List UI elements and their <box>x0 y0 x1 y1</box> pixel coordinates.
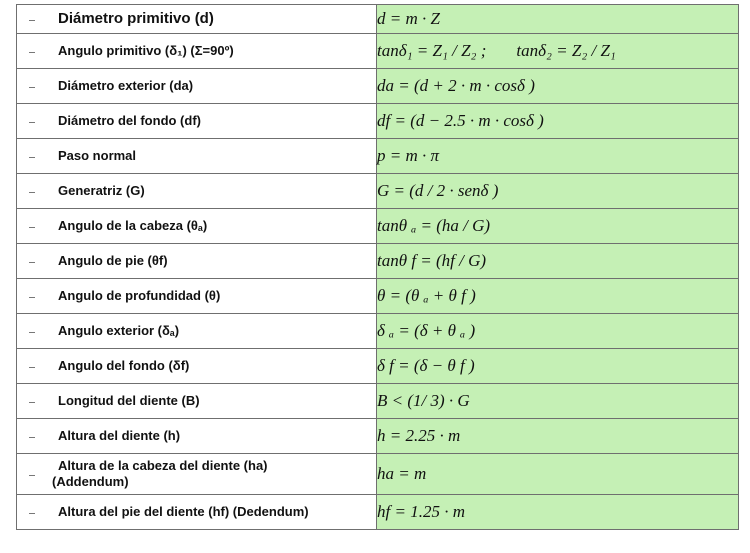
formula-cell: h = 2.25 · m <box>377 419 739 454</box>
bullet-marker <box>29 52 35 53</box>
bullet-marker <box>29 475 35 476</box>
parameter-label: Altura del diente (h) <box>58 428 181 443</box>
parameter-label: Altura del pie del diente (hf) (Dedendum) <box>58 504 309 519</box>
formula-cell: hf = 1.25 · m <box>377 495 739 530</box>
table-row <box>17 384 739 419</box>
bullet-marker <box>29 402 35 403</box>
bevel-gear-formula-table <box>16 4 739 530</box>
parameter-cell <box>17 314 377 349</box>
parameter-label: Paso normal <box>58 148 137 163</box>
formula-cell: δ f = (δ − θ f ) <box>377 349 739 384</box>
parameter-label <box>17 458 376 490</box>
parameter-label-line-2: (Addendum) <box>52 474 129 489</box>
parameter-label: Generatriz (G) <box>58 183 145 198</box>
parameter-label: Diámetro del fondo (df) <box>58 113 201 128</box>
bullet-marker <box>29 227 35 228</box>
parameter-label: Longitud del diente (B) <box>58 393 200 408</box>
parameter-label: Angulo de profundidad (θ) <box>58 288 221 303</box>
parameter-cell <box>17 69 377 104</box>
table-row <box>17 5 739 34</box>
parameter-cell <box>17 495 377 530</box>
bullet-marker <box>29 20 35 21</box>
table-row <box>17 69 739 104</box>
bullet-marker <box>29 262 35 263</box>
table-row <box>17 244 739 279</box>
parameter-label: Diámetro exterior (da) <box>58 78 194 93</box>
parameter-label-line-1: Altura de la cabeza del diente (ha) <box>58 458 268 473</box>
table-row <box>17 495 739 530</box>
parameter-cell <box>17 104 377 139</box>
parameter-cell <box>17 139 377 174</box>
table-row <box>17 419 739 454</box>
bullet-marker <box>29 192 35 193</box>
table-row <box>17 314 739 349</box>
bullet-marker <box>29 513 35 514</box>
formula-cell: G = (d / 2 · senδ ) <box>377 174 739 209</box>
formula-cell: ha = m <box>377 454 739 495</box>
formula-part-1: tanδ₁ = Z₁ / Z₂ ; <box>377 41 487 60</box>
table-row <box>17 34 739 69</box>
formula-cell: p = m · π <box>377 139 739 174</box>
bullet-marker <box>29 367 35 368</box>
formula-cell: B < (1/ 3) · G <box>377 384 739 419</box>
bullet-marker <box>29 157 35 158</box>
table-row <box>17 174 739 209</box>
formula-cell: da = (d + 2 · m · cosδ ) <box>377 69 739 104</box>
bullet-marker <box>29 437 35 438</box>
formula-cell: tanθ ₐ = (ha / G) <box>377 209 739 244</box>
parameter-cell <box>17 209 377 244</box>
parameter-cell <box>17 384 377 419</box>
parameter-cell <box>17 5 377 34</box>
formula-cell: tanθ f = (hf / G) <box>377 244 739 279</box>
formula-cell: d = m · Z <box>377 5 739 34</box>
parameter-label: Angulo del fondo (δf) <box>58 358 190 373</box>
parameter-label: Angulo primitivo (δ₁) (Σ=90º) <box>58 43 234 58</box>
table-row <box>17 104 739 139</box>
formula-cell: δ ₐ = (δ + θ ₐ ) <box>377 314 739 349</box>
parameter-cell <box>17 34 377 69</box>
bullet-marker <box>29 87 35 88</box>
formula-cell <box>377 34 739 69</box>
bullet-marker <box>29 297 35 298</box>
parameter-label: Diámetro primitivo (d) <box>58 10 214 27</box>
parameter-cell <box>17 244 377 279</box>
parameter-label: Angulo de pie (θf) <box>58 253 168 268</box>
formula-cell: θ = (θ ₐ + θ f ) <box>377 279 739 314</box>
parameter-cell <box>17 279 377 314</box>
parameter-cell <box>17 454 377 495</box>
formula-cell: df = (d − 2.5 · m · cosδ ) <box>377 104 739 139</box>
table-row <box>17 279 739 314</box>
table-row <box>17 209 739 244</box>
bullet-marker <box>29 332 35 333</box>
table-row <box>17 454 739 495</box>
formula-part-2: tanδ₂ = Z₂ / Z₁ <box>516 41 616 60</box>
parameter-label: Angulo exterior (δₐ) <box>58 323 180 338</box>
table-row <box>17 139 739 174</box>
parameter-cell <box>17 419 377 454</box>
bullet-marker <box>29 122 35 123</box>
parameter-cell <box>17 349 377 384</box>
parameter-label: Angulo de la cabeza (θₐ) <box>58 218 208 233</box>
table-row <box>17 349 739 384</box>
parameter-cell <box>17 174 377 209</box>
